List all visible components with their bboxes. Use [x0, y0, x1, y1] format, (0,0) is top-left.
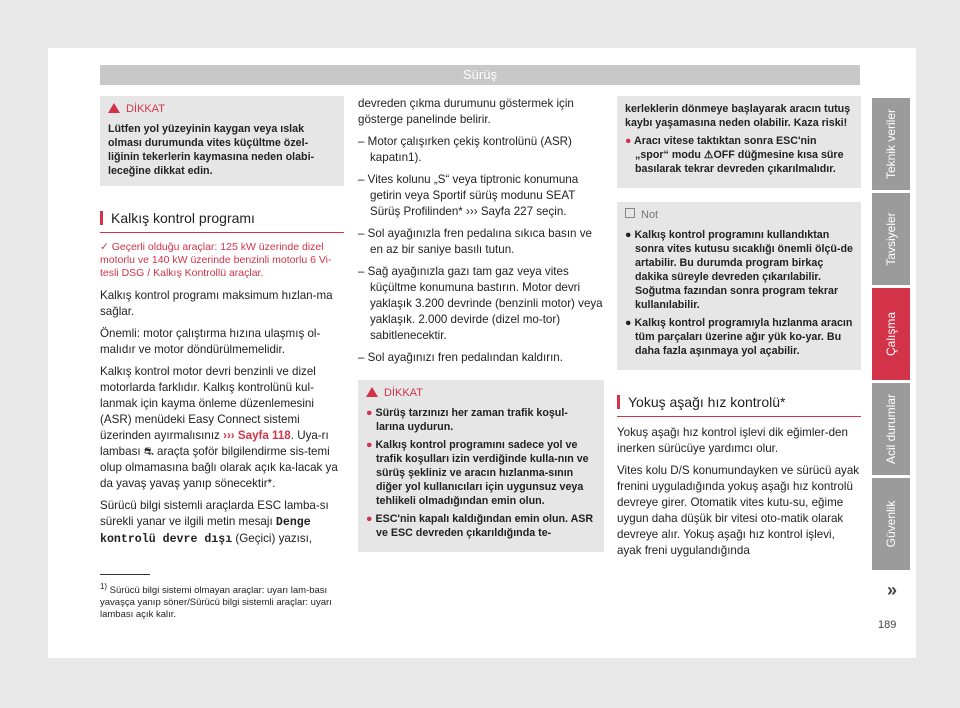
- warning-icon: [366, 387, 378, 397]
- chapter-tabs: [872, 98, 910, 573]
- tab-calisma[interactable]: [872, 288, 910, 380]
- page-link[interactable]: ››› Sayfa 118: [223, 429, 291, 442]
- step-item: – Sağ ayağınızla gazı tam gaz veya vites küçültme konumuna bastırın. Motor devri yaklaşık 3.200 devrinde (benzinli motor) veya yaklaşık. 2.000 devirde (dizel mo-tor) sabitlenecektir.: [358, 265, 603, 342]
- note-box: Not ● Kalkış kontrol programını kullandıktan sonra vites kutusu sıcaklığı önemli ölçü-de artabilir. Bu durumda program birkaç dakika süreyle devreden çıkarılabilir. Soğutma fazından sonra program tekrar kullanılabilir. ● Kalkış kontrol programıyla hızlanma aracın tüm parçaları üzerine ağır yük ko-yar. Bu daha fazla aşınmaya yol açabilir.: [617, 202, 861, 370]
- column-3: [617, 96, 861, 565]
- section-heading: Kalkış kontrol programı: [100, 210, 344, 233]
- paragraph: Kalkış kontrol programı maksimum hızlan-ma sağlar.: [100, 289, 333, 318]
- section-heading: Yokuş aşağı hız kontrolü*: [617, 394, 861, 417]
- paragraph: Vites kolu D/S konumundayken ve sürücü ayak frenini uyguladığında yokuş aşağı hız kontrolü devreye girer. Otomatik vites kutu-su, eğime uygun daha düşük bir vitesi oto-matik olarak devreye alır. Yokuş aşağı hız kontrol işlevi, ayak freni uygulandığında: [617, 464, 860, 557]
- warning-title: DİKKAT: [126, 103, 165, 115]
- tab-label: Acil durumlar: [884, 393, 898, 465]
- tab-label: Tavsiyeler: [884, 212, 898, 266]
- paragraph: Kalkış kontrol motor devri benzinli ve dizel motorlarda farklıdır. Kalkış kontrolünü kul-lanmak için kayma önleme düzenlemesini (ASR) menüdeki Easy Connect sistemi üzerinden ayırmalısınız ››› Sayfa 118. Uya-rı lambası ⛐ araçta şoför bilgilendirme sis-temi olup olmamasına bağlı olarak açık ka-lacak ya da yavaş yavaş yanıp sönecektir*.: [100, 365, 338, 490]
- paragraph: devreden çıkma durumunu göstermek için gösterge panelinde belirir.: [358, 97, 574, 126]
- warning-text: Lütfen yol yüzeyinin kaygan veya ıslak olması durumunda vites küçültme özel-liğinin tekerlerin kaymasına neden olabi-leceğine dikkat edin.: [108, 123, 315, 177]
- tab-label: Güvenlik: [884, 500, 898, 548]
- info-icon: [625, 208, 635, 218]
- note-title: Not: [641, 209, 659, 221]
- step-item: – Motor çalışırken çekiş kontrolünü (ASR) kapatın1).: [358, 135, 572, 164]
- warning-title: DİKKAT: [384, 387, 423, 399]
- tab-teknik-veriler[interactable]: [872, 98, 910, 190]
- warning-box: [100, 96, 344, 186]
- paragraph: Sürücü bilgi sistemli araçlarda ESC lamba-sı sürekli yanar ve ilgili metin mesajı Denge kontrolü devre dışı (Geçici) yazısı,: [100, 499, 329, 546]
- paragraph: Önemli: motor çalıştırma hızına ulaşmış ol-malıdır ve motor döndürülmemelidir.: [100, 327, 321, 356]
- warning-box-continued: kerleklerin dönmeye başlayarak aracın tutuş kaybı yaşamasına neden olabilir. Kaza riski! ● Aracı vitese taktıktan sonra ESC'nin „spor“ modu ⚠OFF düğmesine kısa süre basılarak tekrar devreden çıkarılmalıdır.: [617, 96, 861, 188]
- column-1: [100, 96, 344, 554]
- tab-label: Teknik veriler: [884, 108, 898, 180]
- tab-acil-durumlar[interactable]: [872, 383, 910, 475]
- tab-label: Çalışma: [884, 311, 898, 357]
- continue-mark: »: [887, 580, 898, 600]
- page-header: Sürüş: [100, 65, 860, 85]
- step-item: – Sol ayağınızla fren pedalına sıkıca basın ve en az bir saniye basılı tutun.: [358, 227, 592, 256]
- tab-tavsiyeler[interactable]: [872, 193, 910, 285]
- tab-guvenlik[interactable]: [872, 478, 910, 570]
- page-number: 189: [878, 619, 897, 631]
- applicability-note: ✓ Geçerli olduğu araçlar: 125 kW üzerinde dizel motorlu ve 140 kW üzerinde benzinli motorlu 6 Vi-tesli DSG / Kalkış Kontrollü araçlar.: [100, 241, 332, 279]
- footnote: $^{1)}$ Sürücü bilgi sistemi olmayan araçlar: uyarı lam-bası yavaşça yanıp söner/Sürücü bilgi sistemli araçlar: uyarı lambası açık kalır.: [100, 574, 344, 621]
- column-2: [358, 96, 604, 552]
- step-item: – Vites kolunu „S“ veya tiptronic konumuna getirin veya Sportif sürüş modunu SEAT Sürüş Profilinden* ››› Sayfa 227 seçin.: [358, 173, 579, 218]
- step-item: – Sol ayağınızı fren pedalından kaldırın.: [358, 351, 563, 364]
- paragraph: Yokuş aşağı hız kontrol işlevi dik eğimler-den inerken sürücüye yardımcı olur.: [617, 426, 848, 455]
- warning-box: DİKKAT ● Sürüş tarzınızı her zaman trafik koşul-larına uydurun. ● Kalkış kontrol programını sadece yol ve trafik koşulları izin verdiğinde kulla-nın ve sürüş şekliniz ve aracın hızlanma-sının diğer yol kullanıcıları için uygunsuz veya tehlikeli olmadığından emin olun. ● ESC'nin kapalı kaldığından emin olun. ASR ve ESC devreden çıkarıldığında te-: [358, 380, 604, 552]
- warning-icon: [108, 103, 120, 113]
